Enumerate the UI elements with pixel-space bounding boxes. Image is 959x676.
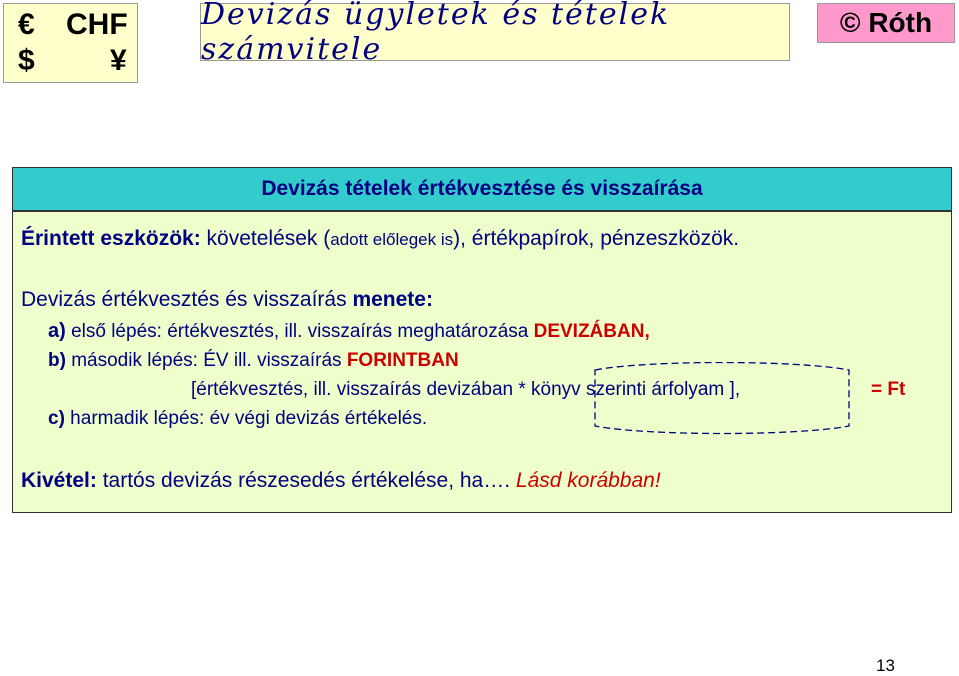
equals-ft: = Ft xyxy=(871,379,906,400)
section-heading-bar xyxy=(12,167,952,211)
content-panel xyxy=(12,211,952,513)
slide-title-box xyxy=(200,0,790,67)
step-b-label: b) xyxy=(48,350,66,371)
affected-text-c: ), értékpapírok, pénzeszközök. xyxy=(453,227,740,250)
chf-symbol: CHF xyxy=(66,8,128,41)
euro-symbol: € xyxy=(18,8,35,41)
bracket-text-a: [értékvesztés, ill. visszaírás devizában xyxy=(191,379,519,400)
bracket-rate-text: * könyv szerinti árfolyam xyxy=(518,379,725,400)
process-text: Devizás értékvesztés és visszaírás xyxy=(21,288,353,311)
copyright-text: © Róth xyxy=(839,7,933,38)
step-a-highlight: DEVIZÁBAN, xyxy=(533,321,650,342)
step-b-highlight: FORINTBAN xyxy=(346,350,459,371)
step-c-line xyxy=(48,408,427,430)
affected-assets-line xyxy=(21,227,739,251)
step-b-text: második lépés: ÉV ill. visszaírás xyxy=(65,350,347,371)
section-heading: Devizás tételek értékvesztése és visszaírása xyxy=(261,177,703,200)
step-c-text: harmadik lépés: év végi devizás értékelés. xyxy=(64,408,428,429)
slide-title: Devizás ügyletek és tételek számvitele xyxy=(201,0,671,67)
bracket-formula-line xyxy=(191,379,740,401)
exception-label: Kivétel: xyxy=(21,469,97,492)
process-bold: menete: xyxy=(352,288,433,311)
exception-reference: Lásd korábban! xyxy=(515,469,661,492)
yen-symbol: ¥ xyxy=(110,44,127,77)
affected-text-a: követelések ( xyxy=(200,227,331,250)
copyright-box xyxy=(817,3,955,43)
step-a-line xyxy=(48,320,650,343)
affected-text-b: adott előlegek is xyxy=(330,230,454,249)
dollar-symbol: $ xyxy=(18,44,35,77)
exception-text: tartós devizás részesedés értékelése, ha…. xyxy=(96,469,516,492)
page-number: 13 xyxy=(876,656,895,675)
exception-line xyxy=(21,469,661,493)
affected-label: Érintett eszközök: xyxy=(21,227,201,250)
bracket-close: ], xyxy=(724,379,741,400)
currency-symbols-box xyxy=(3,3,138,83)
step-a-text: első lépés: értékvesztés, ill. visszaírás meghatározása xyxy=(65,321,534,342)
process-line xyxy=(21,288,433,312)
step-a-label: a) xyxy=(48,320,66,342)
step-c-label: c) xyxy=(48,408,65,429)
step-b-line xyxy=(48,350,459,372)
